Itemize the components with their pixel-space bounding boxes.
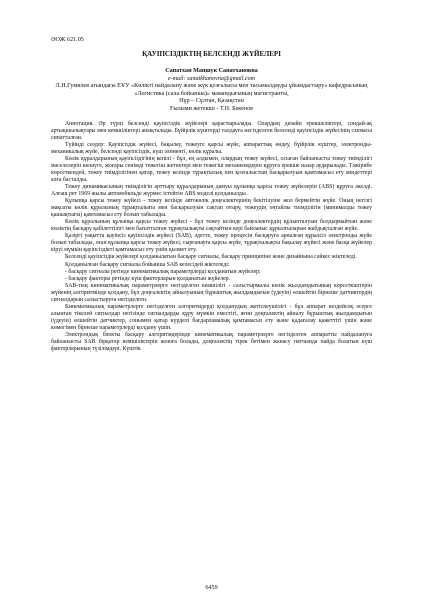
page-number: 6459 bbox=[205, 584, 218, 591]
body-paragraph: Белсенді қауіпсіздік жүйелері қолданылатын басқару сигналы, басқару принципіне және дизайнына сәйкес жіктеледі. bbox=[65, 254, 357, 261]
author-name: Санатхан Маншук Санатхановна bbox=[165, 68, 258, 74]
keywords-paragraph: Түйінді сөздер: Қауіпсіздік жүйесі, бақылау, тежеуге қарсы жүйе, аппараттық өндеу, бүйірлік күштер, электронды-механикалық жүйе, белсенді қауіпсіздік, күш элементі, көлік құралы. bbox=[51, 141, 372, 155]
body-paragraph: Кинематикалық параметрлерге негізделген алгоритмдерді қолданудың жетіспеушілігі - бұл аппарат кездейсоқ әсерге алынған тікелей сигналдар негізінде сигналдарды құру мүмкін еместігі, яғни доңғалектің айналу бұрыштық жылдамдығын (үдеуін) өлшейтін датчиктер, сонымен қатар күрделі бағдарламалық қамтамасыз ету және қадағалау қажеттігі үшін және көмегімен бірнеше параметрлерді қолдану үшін. bbox=[51, 303, 372, 331]
body-paragraph: Тежеу динамикасының тиімділігін арттыру құралдарының дамуы құлыпқа қарсы тежеу жүйелерін (ABS) құруға әкелді. Алғаш рет 1969 жылы автомобильде жүрмес істейтін ABS моделі қолданылды . bbox=[51, 183, 372, 198]
body-paragraph: Көлік құралдарының қауіпсіздігінің кепілі - бұл, ең алдымен, олардың тежеу жүйесі, осыған байланысты тежеу тиімділігі мәселелерін шешуге, жоғары сенімді тежегіш жетектері мен тежегіш механизмдерін құруға ерекше назар аударылады. Тәжірибе көрсеткендей, тежеу тиімділігінен қатар, тежеу кезінде тұрақтылық пен қозғалыстың басқарылуын қамтамасыз ету міндеттері алға басталды. bbox=[51, 155, 372, 183]
paper-title: ҚАУІПСІЗДІКТІҢ БЕЛСЕНДІ ЖҮЙЕЛЕРІ bbox=[142, 50, 281, 58]
list-item: - басқару факторы ретінде күш факторларын қолданатын жүйелер. bbox=[65, 275, 231, 282]
list-item: - басқару сигналы ретінде кинематикалық параметрлерді қолданатын жүйелер; bbox=[65, 268, 261, 275]
body-paragraph: Көлік құралының құлыпқа қарсы тежеу жүйесі - бұл тежеу кезінде доңғалектердің құлыпталуын болдырмайтын және көліктің басқару қабілеттілігі мен бағытталған тұрақтылықты сақтайтын кері байланыс құрылғыларын жабдықталған жүйе. bbox=[51, 219, 372, 233]
scientific-advisor: Ғылыми жетекші - Т.Н. Бекенов bbox=[169, 105, 253, 112]
body-paragraph: Құлыпқа қарсы тежеу жүйесі - тежеу кезінде автокөлік доңғалектерінің бекітілуіне жол бермейтін жүйе. Оның негізгі мақсаты көлік құралының тұрақтылығы мен басқарылуын сақтап отыру, тежеудің оңтайлы тиімділігін (минималды тежеу қашықтығы) қамтамасыз ету болып табылады. bbox=[51, 198, 372, 219]
body-text bbox=[51, 121, 372, 354]
author-affiliation: Л.Н.Гумилев атындағы ЕҰУ «Көлікті пайдалану және жүк қозғалысы мен тасымалдауды ұйымдастыру» кафедрасының «Логистика (сала бойынша)» мамандығының магистранты, bbox=[55, 83, 368, 97]
body-paragraph: Қолданылған басқару сигналы бойынша SAB келесідей жіктеледі: bbox=[65, 261, 230, 268]
author-email: e-mail: sanatkhanovna@gmail.com bbox=[167, 75, 256, 82]
body-paragraph: Қазіргі уақытта қауіпсіз қауіпсіздік жүйесі (SAB), әдетте, тежеу процесін басқаруға арналған құралсіз электронды жүйе болып табылады, оған құлыпқа қарсы тежеу жүйесі, сырғанауға қарсы жүйе, тұрақтылықты бақылау жүйесі және басқа жүйелер кіруі мүмкін қауіпсіздікті қамтамасыз ету үшін қызмет ету. bbox=[51, 233, 372, 254]
udc-code: ӘОЖ 621.05 bbox=[51, 36, 84, 43]
body-paragraph: Электрондық блокты басқару алгоритмдерінде кинематикалық параметрлерге негізделген аппаратты пайдалануға байланысты SAB бірқатар кемшіліктерін жоюға болады, доңғалектің тірек бетімен жанасу патчында пайда болатын күш факторларының түзілімдері. Күштік bbox=[51, 331, 372, 353]
body-paragraph: SAB-тың кинематикалық параметрлерге негізделген кемшілігі - сальстырмалы көлік жылдамдығының көрсеткіштерін жүйенің алгоритмінде қолдану, бұл доңғалектің айналуының бұрыштық жылдамдығын (үдеуін) өлшейтін бірнеше датчиктердің сигналдарын салыстыруға негізделген. bbox=[51, 282, 372, 303]
author-city: Нұр – Сұлтан, Қазақстан bbox=[179, 98, 244, 105]
abstract-paragraph: Аннотация. Әр түрлі белсенді қауіпсіздік жүйелері қарастырылады. Олардың дизайн ерекшеліктері, сондай-ақ артықшылықтары мен кемшіліктері анықталады. Бүйірлік күштерді талдауға негізделген белсенді қауіпсіздік жүйесінің схемасы сипатталған. bbox=[51, 120, 372, 141]
